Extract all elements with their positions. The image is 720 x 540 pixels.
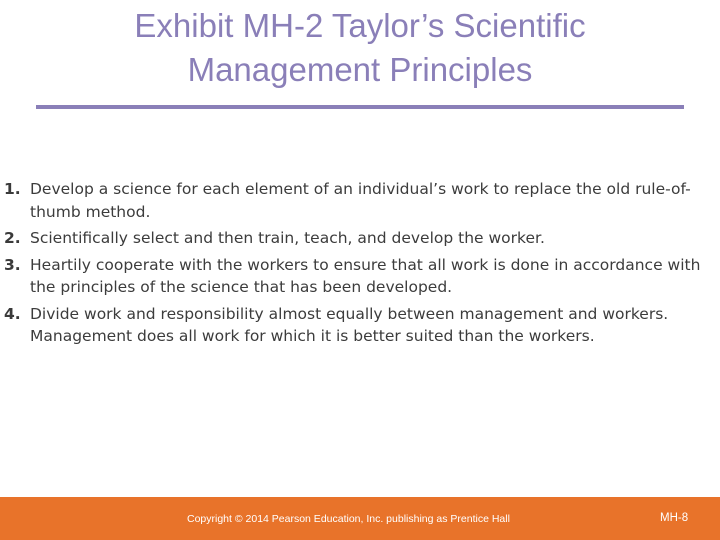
principle-text: Heartily cooperate with the workers to ensure that all work is done in accordance with the principles of the science that has been developed. (30, 255, 701, 296)
footer-bar (0, 497, 720, 540)
principle-item (0, 227, 715, 250)
slide-title-line-2: Management Principles (187, 51, 533, 88)
page-number: MH-8 (660, 512, 689, 524)
principle-number: 2. (4, 229, 21, 247)
principle-item (0, 178, 715, 223)
copyright-text: Copyright © 2014 Pearson Education, Inc. publishing as Prentice Hall (187, 513, 510, 525)
principle-text: Develop a science for each element of an individual’s work to replace the old rule-of-thumb method. (30, 180, 691, 221)
principle-text: Divide work and responsibility almost equally between management and workers. Management does all work for which it is better suited than the workers. (30, 304, 669, 345)
slide-title (0, 4, 720, 92)
principle-text: Scientifically select and then train, teach, and develop the worker. (30, 229, 545, 247)
principle-number: 3. (4, 255, 21, 274)
principle-number: 1. (4, 180, 21, 198)
principles-list (0, 178, 715, 352)
title-divider (36, 105, 684, 109)
slide-title-line-1: Exhibit MH-2 Taylor’s Scientific (134, 7, 586, 44)
principle-number: 4. (4, 304, 21, 323)
principle-item (0, 254, 715, 299)
principle-item (0, 303, 715, 348)
